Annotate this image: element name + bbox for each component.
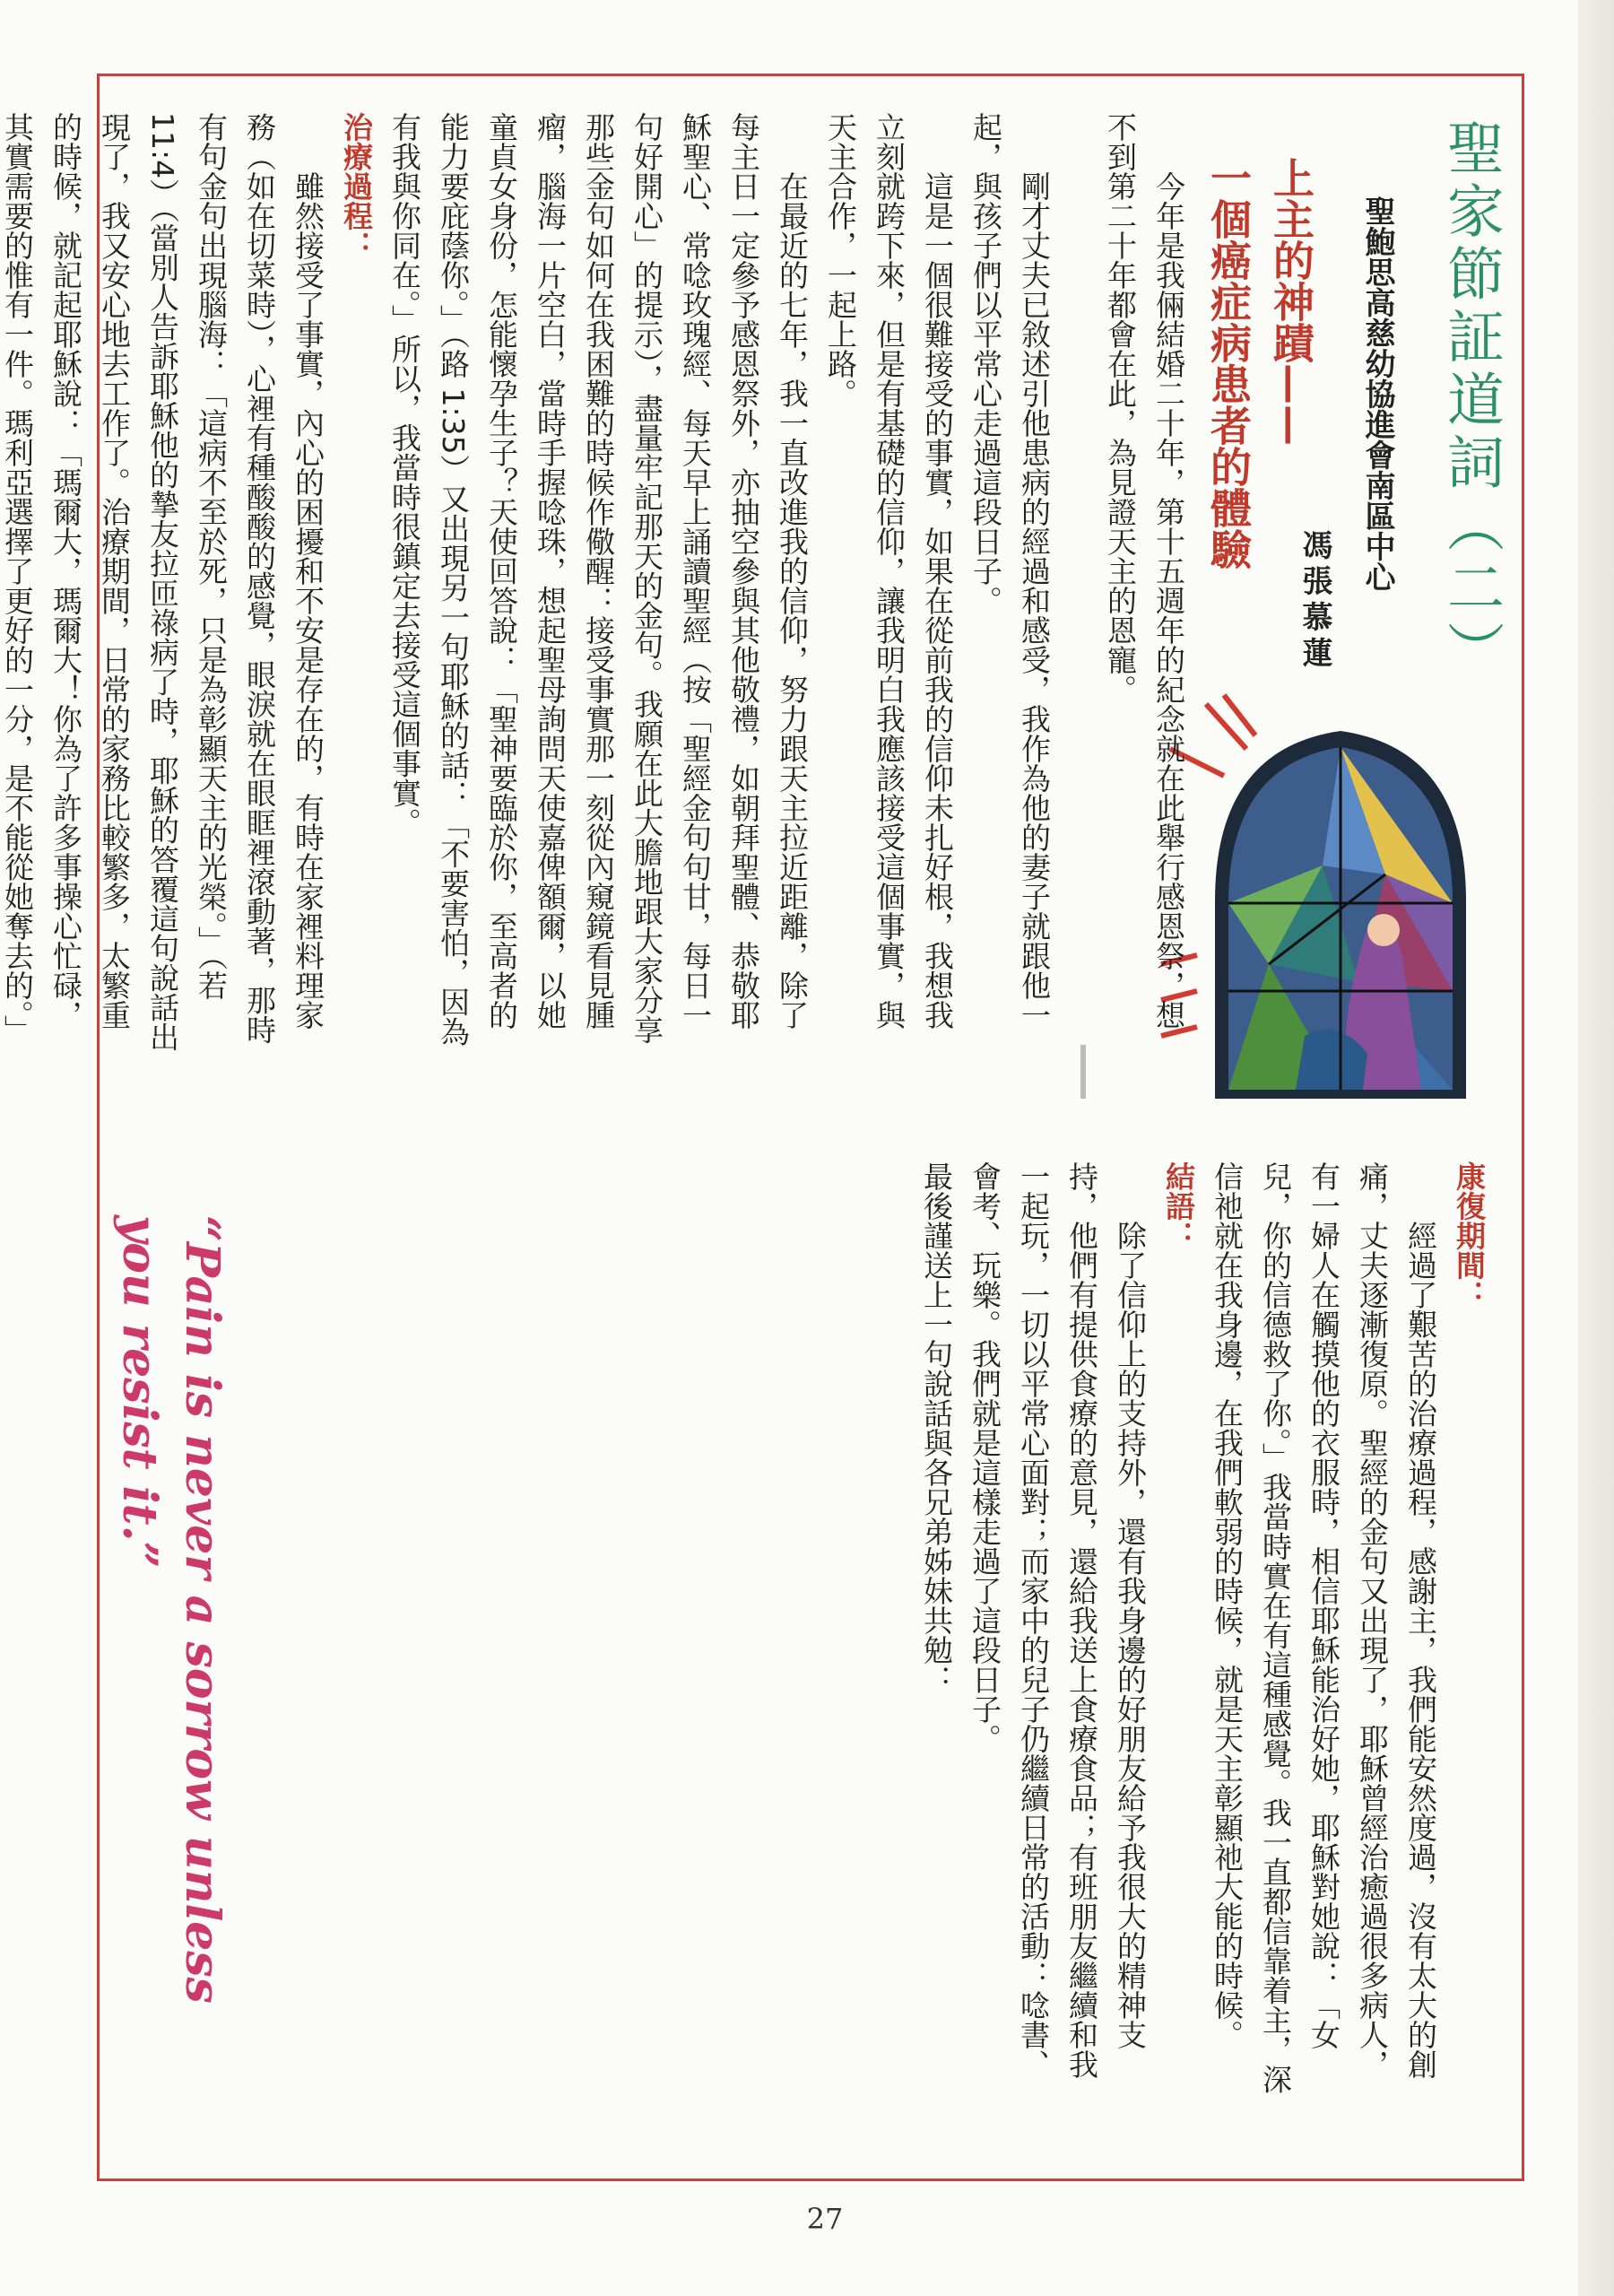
paragraph-4: 在最近的七年，我一直改進我的信仰，努力跟天主拉近距離，除了每主日一定參予感恩祭外，亦抽空參與其他敬禮，如朝拜聖體、恭敬耶穌聖心、常唸玫瑰經、每天早上誦讀聖經（按「聖經金句句甘，每日一句好開心」的提示），盡量牢記那天的金句。我願在此大膽地跟大家分享那些金句如何在我困難的時候作儆醒：接受事實那一刻從內窺鏡看見腫瘤，腦海一片空白，當時手握唸珠，想起聖母詢問天使嘉俾額爾，以她童貞女身份，怎能懷孕生子？天使回答說：「聖神要臨於你，至高者的能力要庇蔭你。」（路 1:35）又出現另一句耶穌的話：「不要害怕，因為有我與你同在。」所以，我當時很鎮定去接受這個事實。 xyxy=(387,112,810,1047)
stained-glass-illustration xyxy=(1161,695,1520,1108)
paragraph-final: 最後謹送上一句說話與各兄弟姊妹共勉： xyxy=(919,1161,954,1694)
heading-recovery: 康復期間： xyxy=(1452,1161,1487,1309)
page-number: 27 xyxy=(806,2202,844,2236)
subtitle-line-1: 上主的神蹟—— xyxy=(1267,157,1315,446)
author-name: 馮張慕蓮 xyxy=(1297,529,1332,673)
organization-name: 聖鮑思高慈幼協進會南區中心 xyxy=(1359,196,1395,592)
main-text-bottom xyxy=(242,1161,1493,2099)
paragraph-intro: 今年是我倆結婚二十年，第十五週年的紀念就在此舉行感恩祭，想不到第二十年都會在此，為見證天主的恩寵。 xyxy=(1103,112,1186,1030)
paragraph-treatment: 雖然接受了事實，內心的困擾和不安是存在的，有時在家裡料理家務（如在切菜時），心裡有種酸酸的感覺，眼淚就在眼眶裡滾動著，那時有句金句出現腦海：「這病不至於死，只是為彰顯天主的光榮。」（若 11:4）（當別人告訴耶穌他的摯友拉匝祿病了時，耶穌的答覆這句說話出現了，我又安心地去工作了。治療期間，日常的家務比較繁多，太繁重的時候，就記起耶穌說：「瑪爾大，瑪爾大！你為了許多事操心忙碌，其實需要的惟有一件。瑪利亞選擇了更好的一分，是不能從她奪去的。」 xyxy=(0,112,325,1052)
heading-conclusion: 結語： xyxy=(1161,1161,1196,1250)
paragraph-2: 剛才丈夫已敘述引他患病的經過和感受，我作為他的妻子就跟他一起，與孩子們以平常心走過這段日子。 xyxy=(968,112,1052,1030)
paragraph-conclusion: 除了信仰上的支持外，還有我身邊的好朋友給予我很大的精神支持，他們有提供食療的意見，還給我送上食療食品；有班朋友繼續和我一起玩，一切以平常心面對；而家中的兒子仍繼續日常的活動：唸書、會考、玩樂。我們就是這樣走過了這段日子。 xyxy=(968,1161,1148,2079)
article-title: 聖家節証道詞（二） xyxy=(1437,118,1504,683)
paragraph-3: 這是一個很難接受的事實，如果在從前我的信仰未扎好根，我想我立刻就跨下來，但是有基礎的信仰，讓我明白我應該接受這個事實，與天主合作，一起上路。 xyxy=(823,112,955,1030)
divider-mark xyxy=(1080,1045,1086,1099)
heading-treatment: 治療過程： xyxy=(339,112,374,260)
main-text-top xyxy=(0,112,1058,1054)
closing-quote: “Pain is never a sorrow unless you resist it.” xyxy=(112,1215,230,2004)
paragraph-recovery: 經過了艱苦的治療過程，感謝主，我們能安然度過，沒有太大的創痛，丈夫逐漸復原。聖經的金句又出現了，耶穌曾經治癒過很多病人，有一婦人在觸摸他的衣服時，相信耶穌能治好她，耶穌對她說：「女兒，你的信德救了你。」我當時實在有這種感覺。我一直都信靠着主，深信祂就在我身邊，在我們軟弱的時候，就是天主彰顯祂大能的時候。 xyxy=(1210,1161,1438,2094)
subtitle-line-2: 一個癌症病患者的體驗 xyxy=(1204,157,1253,570)
intro-text xyxy=(1058,112,1193,1054)
page-edge xyxy=(1578,0,1614,2296)
